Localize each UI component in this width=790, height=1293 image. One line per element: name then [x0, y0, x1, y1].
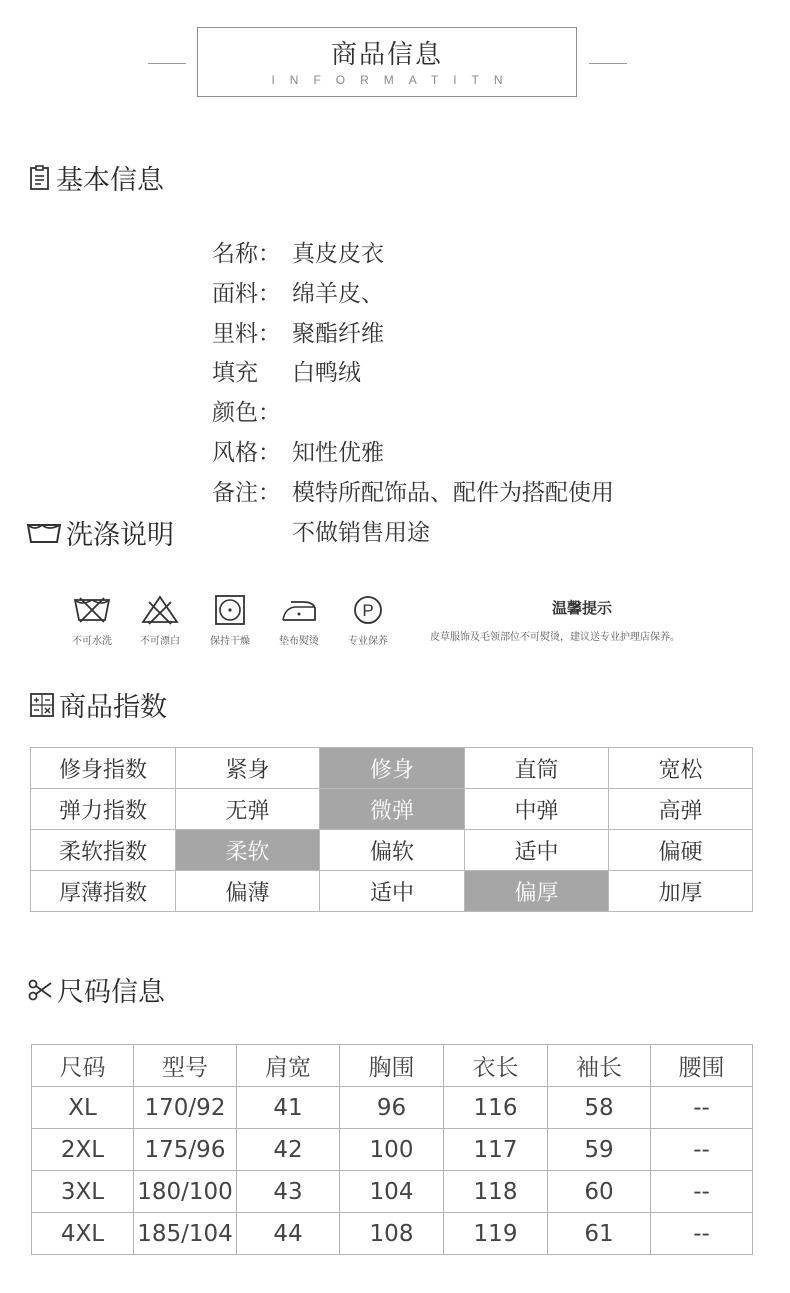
size-cell: 117 [444, 1129, 548, 1171]
page-title: 商品信息 [330, 40, 443, 70]
calculator-icon [29, 692, 55, 718]
size-row [32, 1129, 753, 1171]
section-title-size [27, 970, 165, 1009]
wash-basin-icon [26, 521, 62, 545]
size-cell: -- [651, 1213, 753, 1255]
size-cell: 118 [444, 1171, 548, 1213]
size-cell: 108 [340, 1213, 444, 1255]
size-row [32, 1171, 753, 1213]
size-header-cell: 胸围 [340, 1045, 444, 1087]
size-header-cell: 肩宽 [237, 1045, 340, 1087]
info-value: 真皮皮衣 [292, 241, 384, 267]
info-key: 里料： [212, 321, 281, 347]
index-option: 紧身 [176, 748, 320, 789]
size-cell: 100 [340, 1129, 444, 1171]
section-title-label: 商品指数 [59, 692, 167, 723]
size-cell: 44 [237, 1213, 340, 1255]
size-cell: 61 [548, 1213, 651, 1255]
index-option: 高弹 [609, 789, 753, 830]
size-cell: -- [651, 1129, 753, 1171]
header-right-rule [589, 63, 627, 64]
size-cell: 119 [444, 1213, 548, 1255]
index-option: 无弹 [176, 789, 320, 830]
size-header-cell: 腰围 [651, 1045, 753, 1087]
section-title-basic [28, 158, 164, 197]
size-cell: XL [32, 1087, 134, 1129]
care-label-no-bleach: 不可漂白 [140, 636, 180, 647]
index-row [31, 748, 753, 789]
size-cell: -- [651, 1087, 753, 1129]
info-value: 绵羊皮、 [292, 281, 384, 307]
index-option: 适中 [465, 830, 609, 871]
size-cell: 59 [548, 1129, 651, 1171]
index-row [31, 789, 753, 830]
index-label: 厚薄指数 [31, 871, 176, 912]
size-cell: 3XL [32, 1171, 134, 1213]
size-cell: 43 [237, 1171, 340, 1213]
index-option-selected: 偏厚 [465, 871, 609, 912]
info-row [212, 356, 361, 390]
size-row [32, 1087, 753, 1129]
info-key: 备注： [212, 480, 281, 506]
info-value: 白鸭绒 [292, 360, 361, 386]
no-wash-icon [72, 594, 112, 626]
professional-clean-icon [348, 594, 388, 626]
size-cell: 96 [340, 1087, 444, 1129]
size-cell: 2XL [32, 1129, 134, 1171]
info-key: 填充 [212, 360, 258, 386]
size-row [32, 1213, 753, 1255]
size-cell: -- [651, 1171, 753, 1213]
size-header-cell: 袖长 [548, 1045, 651, 1087]
size-cell: 58 [548, 1087, 651, 1129]
size-cell: 170/92 [134, 1087, 237, 1129]
info-row [212, 396, 292, 430]
size-cell: 41 [237, 1087, 340, 1129]
section-title-label: 洗涤说明 [66, 520, 174, 551]
care-label-no-wash: 不可水洗 [72, 636, 112, 647]
ruler-scissors-icon [27, 977, 53, 1003]
index-option: 偏软 [320, 830, 465, 871]
size-header-row [32, 1045, 753, 1087]
svg-text:P: P [362, 601, 374, 620]
info-value: 不做销售用途 [292, 520, 430, 546]
info-value: 聚酯纤维 [292, 321, 384, 347]
index-row [31, 830, 753, 871]
no-bleach-icon [140, 594, 180, 626]
index-label: 弹力指数 [31, 789, 176, 830]
iron-with-cloth-icon [279, 594, 319, 626]
size-cell: 42 [237, 1129, 340, 1171]
index-option-selected: 柔软 [176, 830, 320, 871]
info-row [212, 237, 384, 271]
size-cell: 104 [340, 1171, 444, 1213]
info-row [212, 516, 430, 550]
size-table [31, 1044, 753, 1255]
index-option-selected: 微弹 [320, 789, 465, 830]
index-option: 宽松 [609, 748, 753, 789]
index-option-selected: 修身 [320, 748, 465, 789]
size-cell: 60 [548, 1171, 651, 1213]
info-key: 颜色： [212, 400, 281, 426]
size-cell: 180/100 [134, 1171, 237, 1213]
care-label-dry: 保持干燥 [210, 636, 250, 647]
info-row [212, 476, 614, 510]
info-row [212, 277, 384, 311]
index-row [31, 871, 753, 912]
tip-title: 温馨提示 [551, 599, 612, 617]
info-key: 名称： [212, 241, 281, 267]
size-cell: 4XL [32, 1213, 134, 1255]
info-key: 风格： [212, 440, 281, 466]
info-key [212, 516, 292, 550]
header-left-rule [148, 63, 186, 64]
info-value: 模特所配饰品、配件为搭配使用 [292, 480, 614, 506]
index-option: 直筒 [465, 748, 609, 789]
header-box [197, 27, 577, 97]
size-header-cell: 衣长 [444, 1045, 548, 1087]
index-option: 加厚 [609, 871, 753, 912]
index-option: 偏薄 [176, 871, 320, 912]
section-title-index [29, 685, 167, 724]
product-index-table [30, 747, 753, 912]
page-subtitle: INFORMATITN [271, 73, 518, 87]
size-header-cell: 型号 [134, 1045, 237, 1087]
size-cell: 175/96 [134, 1129, 237, 1171]
info-row [212, 317, 384, 351]
care-label-iron: 垫布熨烫 [279, 636, 319, 647]
care-label-professional: 专业保养 [348, 636, 388, 647]
tumble-dry-icon [210, 594, 250, 626]
size-cell: 116 [444, 1087, 548, 1129]
index-option: 偏硬 [609, 830, 753, 871]
info-key: 面料： [212, 281, 281, 307]
index-option: 适中 [320, 871, 465, 912]
size-header-cell: 尺码 [32, 1045, 134, 1087]
info-value: 知性优雅 [292, 440, 384, 466]
document-list-icon [28, 164, 52, 192]
index-label: 柔软指数 [31, 830, 176, 871]
info-row [212, 436, 384, 470]
size-cell: 185/104 [134, 1213, 237, 1255]
tip-text: 皮草服饰及毛领部位不可熨烫，建议送专业护理店保养。 [430, 632, 680, 643]
section-title-label: 尺码信息 [57, 977, 165, 1008]
index-option: 中弹 [465, 789, 609, 830]
section-title-label: 基本信息 [56, 165, 164, 196]
section-title-wash [26, 513, 174, 552]
index-label: 修身指数 [31, 748, 176, 789]
